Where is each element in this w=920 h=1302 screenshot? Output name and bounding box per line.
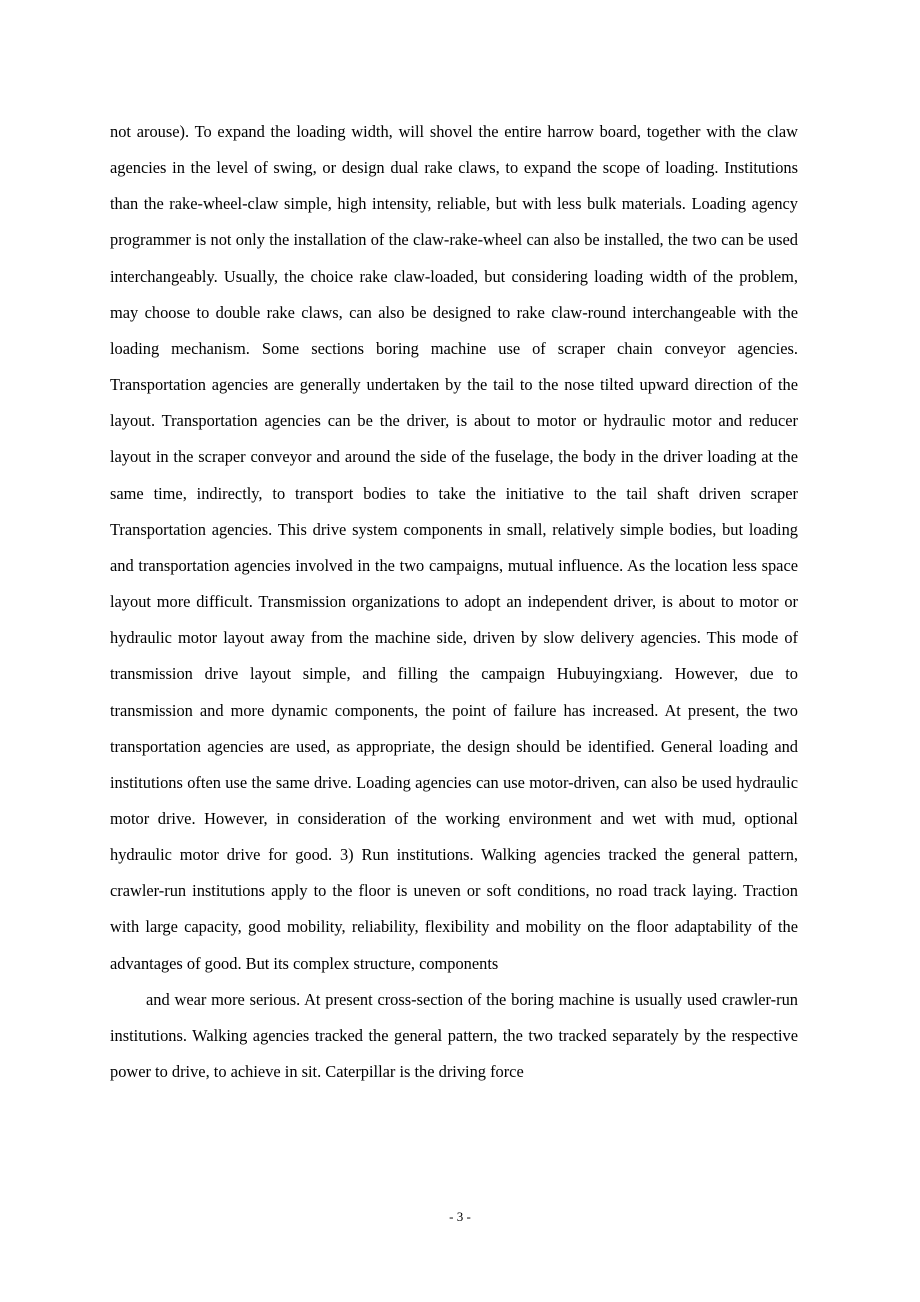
page-number: - 3 -	[449, 1209, 471, 1224]
body-text	[110, 114, 798, 1090]
paragraph-2: and wear more serious. At present cross-section of the boring machine is usually used crawler-run institutions. Walking agencies tracked the general pattern, the two tracked separately by the respective power to drive, to achieve in sit. Caterpillar is the driving force	[110, 989, 798, 1082]
paragraph-1: not arouse). To expand the loading width, will shovel the entire harrow board, together with the claw agencies in the level of swing, or design dual rake claws, to expand the scope of loading. Institutions than the rake-wheel-claw simple, high intensity, reliable, but with less bulk materials. Loading agency programmer is not only the installation of the claw-rake-wheel can also be installed, the two can be used interchangeably. Usually, the choice rake claw-loaded, but considering loading width of the problem, may choose to double rake claws, can also be designed to rake claw-round interchangeable with the loading mechanism. Some sections boring machine use of scraper chain conveyor agencies. Transportation agencies are generally undertaken by the tail to the nose tilted upward direction of the layout. Transportation agencies can be the driver, is about to motor or hydraulic motor and reducer layout in the scraper conveyor and around the side of the fuselage, the body in the driver loading at the same time, indirectly, to transport bodies to take the initiative to the tail shaft driven scraper Transportation agencies. This drive system components in small, relatively simple bodies, but loading and transportation agencies involved in the two campaigns, mutual influence. As the location less space layout more difficult. Transmission organizations to adopt an independent driver, is about to motor or hydraulic motor layout away from the machine side, driven by slow delivery agencies. This mode of transmission drive layout simple, and filling the campaign Hubuyingxiang. However, due to transmission and more dynamic components, the point of failure has increased. At present, the two transportation agencies are used, as appropriate, the design should be identified. General loading and institutions often use the same drive. Loading agencies can use motor-driven, can also be used hydraulic motor drive. However, in consideration of the working environment and wet with mud, optional hydraulic motor drive for good. 3) Run institutions. Walking agencies tracked the general pattern, crawler-run institutions apply to the floor is uneven or soft conditions, no road track laying. Traction with large capacity, good mobility, reliability, flexibility and mobility on the floor adaptability of the advantages of good. But its complex structure, components	[110, 122, 798, 973]
